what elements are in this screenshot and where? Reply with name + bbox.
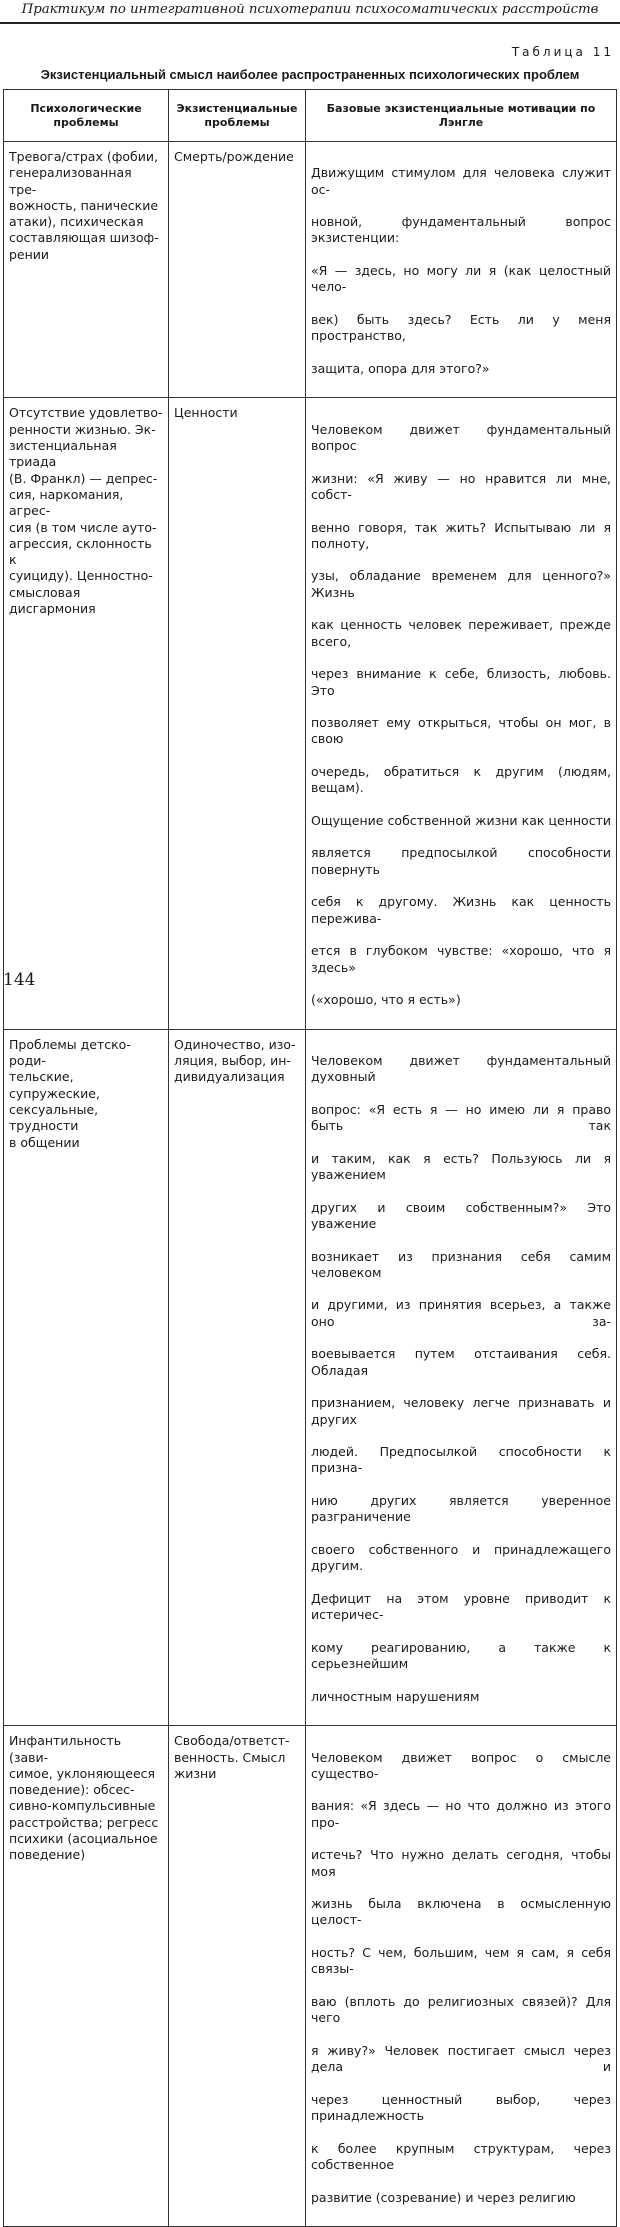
text-line: людей. Предпосылкой способности к призна- (311, 1444, 611, 1476)
cell-existential: Смерть/рождение (169, 142, 306, 398)
text-line: Дефицит на этом уровне приводит к истеричес- (311, 1590, 611, 1623)
text-line: узы, обладание временем для ценного?» Жизнь (311, 568, 611, 600)
cell-langle (306, 398, 617, 1029)
text-line: кому реагированию, а также к серьезнейшим (311, 1639, 611, 1672)
text-line: вопрос: «Я есть я — но имею ли я право быть так (311, 1101, 611, 1134)
text-line: к более крупным структурам, через собственное (311, 2140, 611, 2172)
text-line: через внимание к себе, близость, любовь. Это (311, 666, 611, 698)
text-line: других и своим собственным?» Это уважение (311, 1199, 611, 1231)
table-row (4, 1029, 617, 1725)
text-line: истечь? Что нужно делать сегодня, чтобы моя (311, 1847, 611, 1879)
text-line: жизнь была включена в осмысленную целост- (311, 1896, 611, 1928)
text-line: ется в глубоком чувстве: «хорошо, что я здесь» (311, 943, 611, 975)
text-line: является предпосылкой способности повернуть (311, 845, 611, 877)
text-line: защита, опора для этого?» (311, 360, 490, 376)
text-line: Человеком движет вопрос о смысле существо- (311, 1749, 611, 1781)
text-line: себя к другому. Жизнь как ценность пережива- (311, 894, 611, 926)
cell-psychological: Проблемы детско-роди- тельские, супружеские, сексуальные, трудности в общении (4, 1029, 169, 1725)
langle-table (3, 89, 617, 2227)
text-line: своего собственного и принадлежащего другим. (311, 1541, 611, 1574)
text-line: новной, фундаментальный вопрос экзистенции: (311, 214, 611, 246)
header-rule (0, 22, 620, 24)
text-line: век) быть здесь? Есть ли у меня пространство, (311, 311, 611, 344)
text-line: Ощущение собственной жизни как ценности (311, 812, 611, 828)
table-number: Таблица 11 (511, 45, 614, 59)
cell-psychological: Отсутствие удовлетво- ренности жизнью. Эк- зистенциальная триада (В. Франкл) — депрес- сия, наркомания, агрес- сия (в том числе ауто- агрессия, склонность к суициду). Ценностно- смысловая дисгармония (4, 398, 169, 1029)
column-header-existential: Экзистенциальные проблемы (169, 90, 306, 142)
cell-langle (306, 142, 617, 398)
cell-existential: Одиночество, изо- ляция, выбор, ин- дивидуализация (169, 1029, 306, 1725)
text-line: воевывается путем отстаивания себя. Обладая (311, 1346, 611, 1378)
text-line: я живу?» Человек постигает смысл через дела и (311, 2042, 611, 2075)
text-line: венно говоря, так жить? Испытываю ли я полноту, (311, 519, 611, 551)
text-line: и таким, как я есть? Пользуюсь ли я уважением (311, 1150, 611, 1183)
text-line: очередь, обратиться к другим (людям, вещам). (311, 763, 611, 796)
table-row (4, 398, 617, 1029)
text-line: («хорошо, что я есть») (311, 992, 461, 1008)
cell-existential: Ценности (169, 398, 306, 1029)
text-line: Движущим стимулом для человека служит ос- (311, 165, 611, 197)
text-line: позволяет ему открыться, чтобы он мог, в свою (311, 715, 611, 747)
running-head: Практикум по интегративной психотерапии психосоматических расстройств (21, 2, 599, 17)
text-line: и другими, из принятия всерьез, а также оно за- (311, 1297, 611, 1329)
text-line: возникает из признания себя самим человеком (311, 1248, 611, 1280)
text-line: признанием, человеку легче признавать и других (311, 1395, 611, 1427)
table-row (4, 142, 617, 398)
table-row (4, 1726, 617, 2227)
page-number: 144 (3, 970, 36, 990)
text-line: жизни: «Я живу — но нравится ли мне, собст- (311, 470, 611, 502)
text-line: вания: «Я здесь — но что должно из этого про- (311, 1798, 611, 1830)
text-line: Человеком движет фундаментальный вопрос (311, 421, 611, 454)
text-line: нию других является уверенное разграничение (311, 1493, 611, 1525)
text-line: как ценность человек переживает, прежде всего, (311, 617, 611, 649)
text-line: личностным нарушениям (311, 1688, 480, 1704)
cell-existential: Свобода/ответст- венность. Смысл жизни (169, 1726, 306, 2227)
text-line: ваю (вплоть до религиозных связей)? Для чего (311, 1993, 611, 2026)
table-header-row (4, 90, 617, 142)
cell-psychological: Тревога/страх (фобии, генерализованная тре- вожность, панические атаки), психическая составляющая шизоф- рении (4, 142, 169, 398)
text-line: Человеком движет фундаментальный духовный (311, 1053, 611, 1085)
column-header-psychological: Психологические проблемы (4, 90, 169, 142)
text-line: «Я — здесь, но могу ли я (как целостный чело- (311, 263, 611, 295)
text-line: развитие (созревание) и через религию (311, 2189, 576, 2205)
column-header-langle: Базовые экзистенциальные мотивации по Лэнгле (306, 90, 617, 142)
cell-langle (306, 1029, 617, 1725)
table-title: Экзистенциальный смысл наиболее распространенных психологических проблем (40, 67, 580, 82)
cell-psychological: Инфантильность (зави- симое, уклоняющееся поведение): обсес- сивно-компульсивные расстройства; регресс психики (асоциальное поведение) (4, 1726, 169, 2227)
cell-langle (306, 1726, 617, 2227)
text-line: ность? С чем, большим, чем я сам, я себя связы- (311, 1945, 611, 1977)
text-line: через ценностный выбор, через принадлежность (311, 2091, 611, 2124)
